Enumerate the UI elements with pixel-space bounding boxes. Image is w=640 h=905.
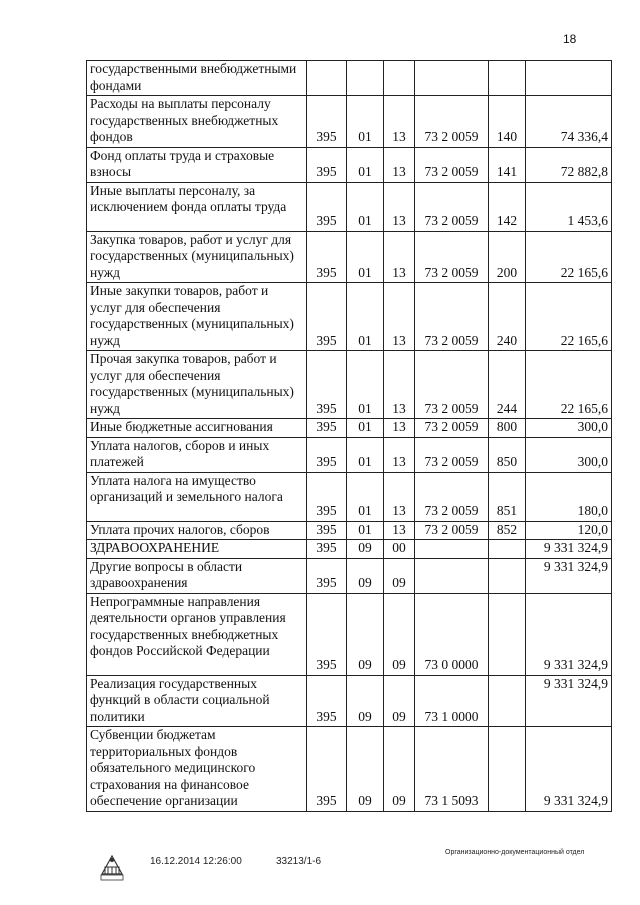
- row-expense-type: 200: [489, 231, 526, 283]
- row-grbs: 395: [307, 675, 347, 727]
- row-grbs: 395: [307, 558, 347, 593]
- table-row: [87, 351, 612, 419]
- row-expense-type: 142: [489, 182, 526, 231]
- row-amount: 22 165,6: [526, 231, 612, 283]
- row-amount: 9 331 324,9: [526, 675, 612, 727]
- table-row: [87, 61, 612, 96]
- row-grbs: 395: [307, 540, 347, 559]
- row-name: Фонд оплаты труда и страховые взносы: [87, 147, 307, 182]
- row-name: Непрограммные направления деятельности органов управления государственных внебюджетных фондов Российской Федерации: [87, 593, 307, 675]
- row-amount: 300,0: [526, 419, 612, 438]
- row-subsection: 13: [384, 521, 415, 540]
- table-row: [87, 231, 612, 283]
- row-target-article: [415, 558, 489, 593]
- row-section: 01: [347, 147, 384, 182]
- row-amount: 300,0: [526, 437, 612, 472]
- table-row: [87, 558, 612, 593]
- row-subsection: 13: [384, 182, 415, 231]
- row-name: Другие вопросы в области здравоохранения: [87, 558, 307, 593]
- row-grbs: 395: [307, 283, 347, 351]
- row-section: 01: [347, 419, 384, 438]
- row-grbs: 395: [307, 96, 347, 148]
- footer-datetime: 16.12.2014 12:26:00: [150, 856, 242, 867]
- row-target-article: 73 2 0059: [415, 147, 489, 182]
- row-target-article: 73 2 0059: [415, 521, 489, 540]
- row-expense-type: [489, 61, 526, 96]
- row-section: 09: [347, 675, 384, 727]
- row-grbs: 395: [307, 727, 347, 812]
- row-target-article: 73 2 0059: [415, 96, 489, 148]
- row-section: 09: [347, 558, 384, 593]
- row-amount: [526, 61, 612, 96]
- table-row: [87, 540, 612, 559]
- row-grbs: [307, 61, 347, 96]
- row-amount: 72 882,8: [526, 147, 612, 182]
- row-section: 09: [347, 540, 384, 559]
- row-amount: 74 336,4: [526, 96, 612, 148]
- row-section: 09: [347, 727, 384, 812]
- row-amount: 120,0: [526, 521, 612, 540]
- row-amount: 1 453,6: [526, 182, 612, 231]
- row-subsection: 13: [384, 419, 415, 438]
- row-subsection: 09: [384, 675, 415, 727]
- table-row: [87, 727, 612, 812]
- row-grbs: 395: [307, 351, 347, 419]
- row-expense-type: 140: [489, 96, 526, 148]
- row-expense-type: 850: [489, 437, 526, 472]
- row-name: Закупка товаров, работ и услуг для государственных (муниципальных) нужд: [87, 231, 307, 283]
- row-name: Уплата налога на имущество организаций и земельного налога: [87, 472, 307, 521]
- row-amount: 22 165,6: [526, 351, 612, 419]
- table-row: [87, 437, 612, 472]
- table-row: [87, 147, 612, 182]
- row-expense-type: 244: [489, 351, 526, 419]
- duma-logo-icon: [96, 850, 128, 885]
- row-grbs: 395: [307, 521, 347, 540]
- row-subsection: [384, 61, 415, 96]
- row-section: 01: [347, 231, 384, 283]
- row-subsection: 09: [384, 558, 415, 593]
- row-name: ЗДРАВООХРАНЕНИЕ: [87, 540, 307, 559]
- row-target-article: 73 2 0059: [415, 351, 489, 419]
- row-grbs: 395: [307, 147, 347, 182]
- row-expense-type: [489, 540, 526, 559]
- footer: [0, 848, 640, 888]
- row-target-article: 73 2 0059: [415, 231, 489, 283]
- row-name: Иные выплаты персоналу, за исключением фонда оплаты труда: [87, 182, 307, 231]
- row-subsection: 00: [384, 540, 415, 559]
- budget-table: [86, 60, 612, 812]
- table-row: [87, 283, 612, 351]
- row-expense-type: 852: [489, 521, 526, 540]
- row-amount: 9 331 324,9: [526, 558, 612, 593]
- row-section: 09: [347, 593, 384, 675]
- row-target-article: [415, 61, 489, 96]
- row-section: [347, 61, 384, 96]
- row-expense-type: [489, 593, 526, 675]
- row-expense-type: [489, 727, 526, 812]
- row-expense-type: 240: [489, 283, 526, 351]
- row-expense-type: 800: [489, 419, 526, 438]
- table-row: [87, 96, 612, 148]
- footer-doc-number: 33213/1-6: [276, 856, 322, 867]
- table-row: [87, 675, 612, 727]
- row-subsection: 13: [384, 283, 415, 351]
- row-name: Субвенции бюджетам территориальных фондов обязательного медицинского страхования на финансовое обеспечение организации: [87, 727, 307, 812]
- row-section: 01: [347, 182, 384, 231]
- row-target-article: 73 2 0059: [415, 419, 489, 438]
- row-name: Уплата прочих налогов, сборов: [87, 521, 307, 540]
- row-amount: 9 331 324,9: [526, 540, 612, 559]
- row-target-article: 73 1 0000: [415, 675, 489, 727]
- page-number: 18: [563, 32, 577, 46]
- table-row: [87, 593, 612, 675]
- row-section: 01: [347, 521, 384, 540]
- row-grbs: 395: [307, 437, 347, 472]
- row-section: 01: [347, 351, 384, 419]
- row-target-article: 73 1 5093: [415, 727, 489, 812]
- row-subsection: 13: [384, 472, 415, 521]
- row-amount: 9 331 324,9: [526, 593, 612, 675]
- row-target-article: [415, 540, 489, 559]
- row-name: Расходы на выплаты персоналу государственных внебюджетных фондов: [87, 96, 307, 148]
- row-name: Иные закупки товаров, работ и услуг для обеспечения государственных (муниципальных) нужд: [87, 283, 307, 351]
- table-row: [87, 182, 612, 231]
- row-subsection: 13: [384, 147, 415, 182]
- row-target-article: 73 2 0059: [415, 182, 489, 231]
- row-target-article: 73 2 0059: [415, 437, 489, 472]
- row-amount: 180,0: [526, 472, 612, 521]
- row-amount: 22 165,6: [526, 283, 612, 351]
- row-section: 01: [347, 437, 384, 472]
- row-grbs: 395: [307, 593, 347, 675]
- row-name: государственными внебюджетными фондами: [87, 61, 307, 96]
- row-expense-type: [489, 675, 526, 727]
- row-name: Уплата налогов, сборов и иных платежей: [87, 437, 307, 472]
- row-target-article: 73 0 0000: [415, 593, 489, 675]
- row-grbs: 395: [307, 182, 347, 231]
- row-amount: 9 331 324,9: [526, 727, 612, 812]
- budget-table-body: [87, 61, 612, 812]
- row-expense-type: [489, 558, 526, 593]
- table-row: [87, 521, 612, 540]
- row-subsection: 13: [384, 96, 415, 148]
- row-section: 01: [347, 96, 384, 148]
- row-target-article: 73 2 0059: [415, 472, 489, 521]
- row-subsection: 09: [384, 727, 415, 812]
- row-section: 01: [347, 472, 384, 521]
- row-name: Иные бюджетные ассигнования: [87, 419, 307, 438]
- table-row: [87, 419, 612, 438]
- row-subsection: 13: [384, 231, 415, 283]
- row-name: Реализация государственных функций в области социальной политики: [87, 675, 307, 727]
- row-expense-type: 851: [489, 472, 526, 521]
- row-section: 01: [347, 283, 384, 351]
- row-subsection: 13: [384, 351, 415, 419]
- row-name: Прочая закупка товаров, работ и услуг для обеспечения государственных (муниципальных) нужд: [87, 351, 307, 419]
- row-grbs: 395: [307, 419, 347, 438]
- row-expense-type: 141: [489, 147, 526, 182]
- row-target-article: 73 2 0059: [415, 283, 489, 351]
- row-grbs: 395: [307, 231, 347, 283]
- row-subsection: 09: [384, 593, 415, 675]
- table-row: [87, 472, 612, 521]
- row-grbs: 395: [307, 472, 347, 521]
- row-subsection: 13: [384, 437, 415, 472]
- footer-department: Организационно-документационный отдел: [445, 849, 585, 856]
